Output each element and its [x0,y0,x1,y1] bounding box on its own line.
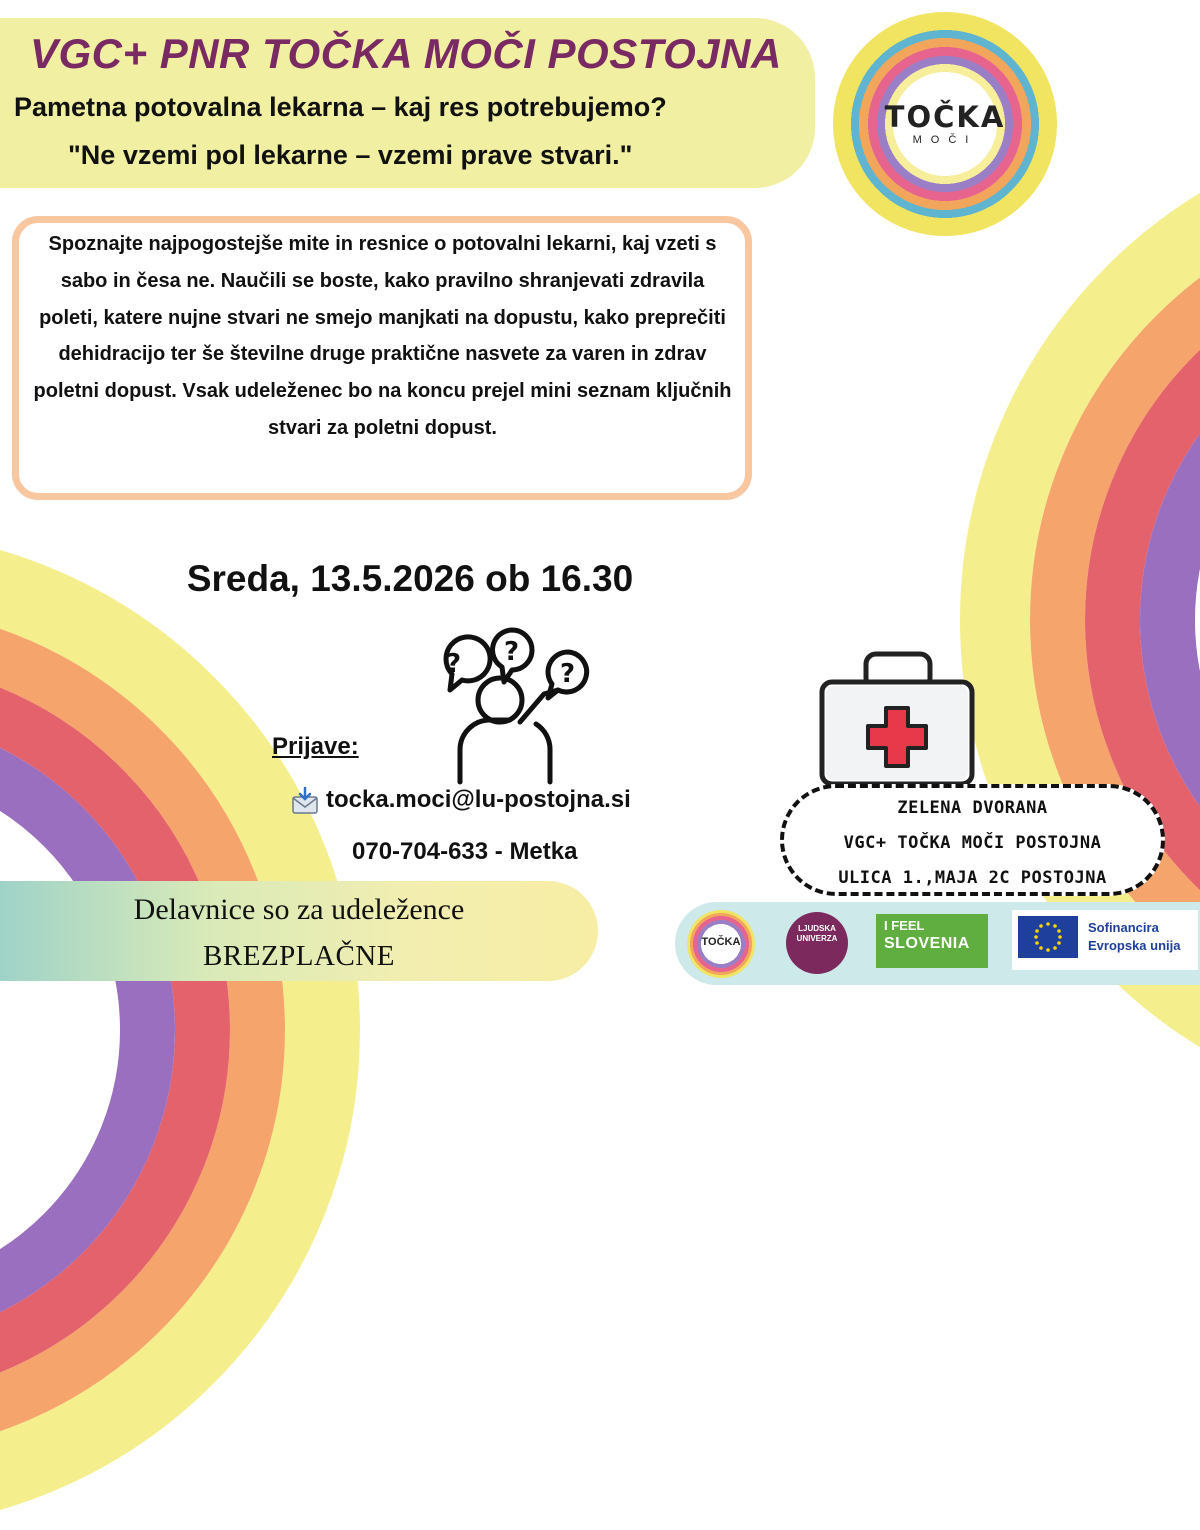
venue-address: ULICA 1.,MAJA 2C POSTOJNA [838,868,1107,888]
venue-hall: ZELENA DVORANA [897,798,1048,818]
eu-text-1: Sofinancira [1088,920,1159,935]
mail-icon [291,787,319,815]
eu-flag-icon [1018,916,1078,958]
free-note-line-2: BREZPLAČNE [203,940,395,972]
svg-text:?: ? [446,649,462,679]
venue-name: VGC+ TOČKA MOČI POSTOJNA [843,833,1102,853]
page-title: VGC+ PNR TOČKA MOČI POSTOJNA [30,30,782,77]
registration-phone[interactable]: 070-704-633 - Metka [352,838,578,865]
tocka-moci-logo-text: TOČKA [701,936,741,948]
svg-text:?: ? [560,659,576,689]
free-note-line-1: Delavnice so za udeležence [133,893,465,926]
page-tagline: "Ne vzemi pol lekarne – vzemi prave stvari." [68,140,633,170]
logo-subname: MOČI [912,134,978,146]
eu-text-2: Evropska unija [1088,938,1181,953]
registration-email[interactable]: tocka.moci@lu-postojna.si [326,786,631,813]
svg-text:?: ? [504,637,520,667]
registration-label: Prijave: [272,733,359,760]
confused-person-icon [420,622,595,790]
ljudska-univerza-logo-text: LJUDSKA UNIVERZA [796,924,838,943]
i-feel-slovenia-text-2: SLOVENIA [884,935,970,952]
description-text: Spoznajte najpogostejše mite in resnice o potovalni lekarni, kaj vzeti s sabo in česa ne. Naučili se boste, kako pravilno shranjevati zdravila poleti, katere nujne stvari ne smejo manjkati na dopustu, kako preprečiti dehidracijo ter še številne druge praktične nasvete za varen in zdrav poletni dopust. Vsak udeleženec bo na koncu prejel mini seznam ključnih stvari za poletni dopust. [33,233,732,439]
page-subtitle: Pametna potovalna lekarna – kaj res potrebujemo? [14,92,667,122]
i-feel-slovenia-text-1: I FEEL [884,918,925,933]
logo-name: TOČKA [884,100,1006,134]
first-aid-kit-icon [818,650,978,788]
event-date: Sreda, 13.5.2026 ob 16.30 [186,558,634,599]
